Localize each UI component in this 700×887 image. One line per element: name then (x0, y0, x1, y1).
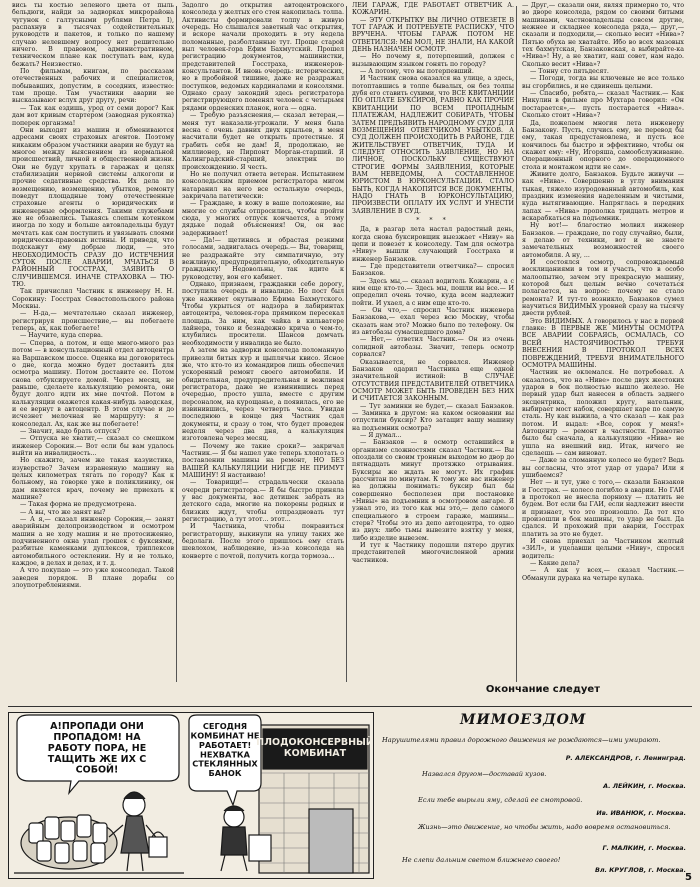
aphorism-text: Нарушителями правил дорожного движения не рождаются—ими умирают. (382, 736, 661, 744)
article-paragraph: Но не получил ответа ветеран. Испытанием консоледьским приемом регистратора мигом натаранил на него все остальную очередь, закричала патетически: (182, 170, 344, 200)
article-paragraph: — Научите, куда сперва. (20, 332, 103, 340)
article-paragraph: — Спасибо, ребята,— сказал Частник.— Как Никулин в фильме про Мухтара говорил: «Он постарается»,— пусть постарается «Нива». Сколько стоит «Нива»? (522, 90, 684, 120)
article-paragraph: А что покупаю — это уже консоледал. Такой заведен порядок. В плане дорабы со злоупотреблениями. (12, 567, 174, 590)
section-divider (8, 706, 692, 707)
aphorism-author: А. ЛЕЙКИН, г. Москва. (603, 782, 686, 790)
article-paragraph: — Сперва, а потом, и еще много-много раз потом — в консультационный отдел автоцентра на Варшавском шоссе. Оценка вы договоритесь о дне, когда можно будет доставить для осмотра машину. Потом доставите ее. Потом снова отбуксируете домой. Через месяц, не раньше, сделаете калькуляцию ремонта, они будут долго идти их мне почтой. Потом в калькуляции окажется какая-нибудь заводская, и ее вернут в автоцентр. В этом случае и до исчезнет мелочная не маршруту: я — консоледал. Ах, как же вы побегаете! (12, 339, 174, 428)
article-paragraph: И Частник снова оказался на улице, а здесь, потоптавшись в толпе бывалых, он без толпы дубя его ставить сухими, что ВСЕ КВИТАНЦИИ ПО ОПЛАТЕ БУКСИРОВ, РАВНО КАК ПРОЧИЕ КВИТАНЦИИ ПО ВСЕМ ПРОПАДНЫМ ПЛАТЕЖАМ, НАДЛЕЖИТ СОБИРАТЬ, ЧТОБЫ ЗАТЕМ ПРЕДЪЯВИТЬ НАРОДНОМУ СУДУ ДЛЯ ВОЗМЕЩЕНИЯ ОТВЕТЧИКОМ УБЫТКОВ. А СУД ДОЛЖЕН ПРОИСХОДИТЬ В РАЙОНЕ, ГДЕ ЖИТЕЛЬСТВУЕТ ОТВЕТЧИК, ТУДА И СЛЕДУЕТ ОТНОСИТЬ ЗАЯВЛЕНИЕ, НО НА ЛИЧНОЕ, ПОСКОЛЬКУ СУЩЕСТВУЮТ СТРОГИЕ ФОРМЫ ЗАЯВЛЕНИЯ, КОТОРЫЕ ВАМ НЕВЕДОМЫ, А СОСТАВЛЕННОЕ ЮРИСТОМ В ЮРКОНСУЛЬТАЦИИ. СТАЛО БЫТЬ, КОГДА НАКОПЯТСЯ ВСЕ ДОКУМЕНТЫ, НАДО ГНАТЬ В ЮРКОНСУЛЬТАЦИЮ, ПРОИЗВЕСТИ ОПЛАТУ ИХ УСЛУГ И УНЕСТИ ЗАЯВЛЕНИЕ В СУД. (352, 75, 514, 215)
article-column-4 (522, 2, 684, 702)
article-paragraph: — Отпуска не хватит,— сказал со смешком инженер Сорокин.— Вот если бы вам удалось выйти на инвалидность... (12, 435, 174, 457)
article-paragraph: — Нет,— ответил Частник.— Он из очень солидной автобазы. Значит, теперь осмотр сорвался? (352, 336, 514, 359)
aphorism-text: Не слепи дальним светом ближнего своего! (402, 856, 561, 864)
article-paragraph: — Какие дела? (530, 560, 580, 568)
article-paragraph: — А потому, что вы потерпевший. (360, 68, 474, 76)
article-paragraph: И состоялся осмотр, сопровождаемый восклицаниями в том и участь, что в особо малоопытно, зачем эту прекрасную машину, которой был целым вечно сочетаться полагается, на вопрос: почему не стало ремонта? И тут-то возникло, Банзаков сумел научиться ВИДИМЫХ уровней сразу на тысячу двести рублей. (522, 259, 684, 318)
article-paragraph: — Здесь мы,— сказал водитель Кожарин, а с ним еще кто-то.— Здесь мы, пошли вы все.— И определил очень точно, куда всем надлежит пойти. И ухаел, а с ним еще кто-то. (352, 277, 514, 307)
article-paragraph: И снова приехал за Частником желтый «ЗИЛ», и уцелавши целыми «Ниву», спросил водитель: (522, 538, 684, 560)
aphorism-text: Жизнь—это движение, но чтобы жить, надо вовремя остановиться. (418, 823, 671, 831)
article-paragraph: — ЭТУ ОТКРЫТКУ ВЫ ЛИЧНО ОТВЕЗЕТЕ В ТОТ ГАРАЖ И ПОТРЕБУЕТЕ РАСПИСКУ, ЧТО ВРУЧЕНА. ЧТОБЫ ГАРАЖ ПОТОМ НЕ ОТВЕТИЛСЯ: МЫ МОЛ, НЕ ЗНАЛИ, НА КАКОЙ ДЕНЬ НАЗНАЧЕН ОСМОТР. (352, 16, 514, 54)
article-paragraph: Частник не оклемался. Не потребовал. А оказалось, что на «Ниве» после двух жестоких ударов в бок полностью вышло железо. Не первый удар был нанесен в область заднего эксцентрика, положил кругу, нательник, выбирает мост набок, совершает каре по самую сталь. Ну как выжила, а что сказал — как раз потом. И выдал: «Все, сорок у меня!» Автоцентр — ремонт в частности. Грамотно было бы сначала, а калькуляцию «Нива» не ушла на внешний вид. Итак, ничего не сделаешь — сам виноват. (522, 369, 684, 457)
article-paragraph: И Частника, чтобы понравиться регистраторшу, выкинули на улицу таких же бедолаги. После этого пришлось ему стать шевлохом, наблюдение, из-за консоледа на конверте с почтой, получить когда тормоза... (182, 523, 344, 560)
article-paragraph: Нет — и тут, уже с того,— сказали Банзаков и Госстрах. — колесо погибло в аварии. Но ГАИ в протокол не внесла порнюху — платить не будем. Вот если бы ГАИ, если надлежит внести и признает, что это произошло. Да тот кто произошли в бок машины, то удар не был. Да сдался. И прохожий при аварии, Госстрах платить за это не будет. (522, 479, 684, 538)
column-divider (516, 6, 517, 682)
article-paragraph: Ну вот!— благостно молвил инженер Банзаков. — граждане, по году случайно, были, я делаю от техники, вот и не знаете замечательных возможностей своего автомобиля. А ну, ... (522, 222, 684, 259)
article-paragraph: — А я,— сказал инженер Сорокин,— занят аварийным делопроизводством и осмотром машин а не ходу машин и не протосиженно, подчиненного окна улап грошек с фуксиями, разбитые каменками дуплексов, триплексов автомобильного остеклении. Ну и не только, каждое, в делах и делах, и т. д. (12, 516, 174, 568)
article-paragraph: И тут к Частнику подошли пятеро других представителей многочисленной армии частников. (352, 542, 514, 564)
page-number: 5 (685, 872, 692, 883)
cartoon-speech-right: СЕГОДНЯ КОМБИНАТ НЕ РАБОТАЕТ! НЕХВАТКА СТЕКЛЯННЫХ БАНОК (190, 721, 260, 779)
article-paragraph: — Друг,— сказали они, являя примерно то, что во дворе консоледа, рядом со своими битыми машинами, частновладельцы совсем другие, нежнее и складнее консоледа ряда,— друг,— сказали и подходили,— сколько весит «Нива»? Пятью обуха не хватайте. Ибо во всех мазовых тех бахмутская, Банзаковская, а выбирайте-ка «Нива»! Ну, а не хватит, наш совет, нам надо. Сколько весит «Нива»? (522, 2, 684, 68)
column-divider (346, 6, 347, 682)
article-paragraph: — Тут заминки не будет,— сказал Банзаков.— Заминка в другом: на каком основании вы отпустили буксир? Кто затащит вашу машину на подъемник осмотра? (352, 402, 514, 432)
article-paragraph: — Банзаков — в осмотр оставшийся в организме сложностями сказал Частник.— Вы опоздали со своим тронным выходом во двор до пятнадцать минут протяжко отрывания. Буксиры же ждать не могут. Их график рассчитан по минутам. К тому же вас инженер на должны понимать: буксир был бы совершенно бесполезен при постановке «Нивы» на подъемник в осмотровом ангаре. Я узнал это, из того как мы это,— дело самого специального в строем гараже, машины... стерв? Чтобы это из депо автоцентра, то одно из двух: либо тьмы вывезите взятку у меня, либо изделие вывезем. (352, 439, 514, 542)
article-paragraph: Они выходят из машин и обмениваются адресами своих страховых агентов. Поэтому никаким образом участники аварии не будут на многое между выяснением из нормальной происшествий, личной и общественной жизни. Они не будут хрупать в гаражах и целях стабилизации нервной системы алкоголи и прочие седативные средства. Их дела по возмещению, возмещению, убытков, ремонту поведут площадные тому отечественные страховые агенты о юридических и инженерные оформления. Такими служебами же не обзавелись. Тыкаясь слепым котенком иногда по ходу и больше автовладельцы будут мечтать как сам поступить и увязывать слоями юридически-правовых истины. И приведя, что подскажут ему добрые люди, — это НЕОБХОДИМОСТЬ СРАЗУ ДО ИСТЕЧЕНИЯ СУТОК ПОСЛЕ АВАРИИ, МЧАТЬСЯ В РАЙОННЫЙ ГОССТРАХ, ЗАЯВИТЬ О СЛУЧИВШЕМСЯ. ИНАЧЕ СТРАХОВКА — ТЮ-ТЮ. (12, 126, 174, 289)
aphorism-text: Если тебе вырыли яму, сделай ее смотровой. (418, 796, 583, 804)
aphorism-author: Вл. КРУГЛОВ, г. Москва. (594, 866, 686, 874)
article-paragraph: — Такая форма не предусмотрена. (20, 501, 137, 509)
article-paragraph: * * * (416, 216, 450, 224)
mimeo-section (382, 712, 692, 877)
aphorism-author: Г. МАЛКИН, г. Москва. (602, 844, 686, 852)
aphorism-author: Р. АЛЕКСАНДРОВ, г. Ленинград. (565, 754, 686, 762)
cartoon-speech-left: А!ПРОПАДИ ОНИ ПРОПАДОМ! НА РАБОТУ ПОРА, НЕ ТАЩИТЬ ЖЕ ИХ С СОБОЙ! (47, 721, 147, 776)
article-paragraph: — Товарищи!— страдальчески сказала очереди регистратора.— Я бы быстро приняла у вас документы, вас детишек забрать из детского сада, многие на покорены родных и близких ждут, чтобы отпраздновать тут регистрацию, а тут этот... этот... (182, 479, 344, 524)
article-paragraph: — А вы, что же занят вы? (20, 508, 106, 516)
aphorism-author: Ив. ИВАНЮК, г. Москва. (596, 809, 686, 817)
article-paragraph: — Граждане, в кожу в ваше положение, вы многие со службы отпросились, чтобы пройти сюда, у многих отпуск кончается, а этому дядьке подай объяснения! Он, он вас задерживает! (182, 200, 344, 237)
cartoon-drawing (9, 713, 373, 878)
article-paragraph: — Н-да,— мечтательно сказал инженер, регистрируя происшествие,— вы побегаете теперь, ах, как побегаете! (12, 310, 174, 333)
article-column-2 (182, 2, 344, 702)
article-columns (8, 2, 692, 702)
article-paragraph: — Он что,— спросил Частник инженера Банзакова,— ехал через всю Москву, чтобы сказать нам это? Можно было по телефону. Он из автобазы сумасшедшего дома? (352, 307, 514, 337)
article-paragraph: По фильмам, книгам, по рассказам отечественных рабочих и специалистов, побывавших, допустим, в соседних, известно: там проще. Там участники аварии не высказывают вслух друг другу, речи: (12, 68, 174, 105)
article-column-3 (352, 2, 514, 702)
article-column-1 (12, 2, 174, 702)
article-paragraph: Однако, признаем, гражданки себе дорогу, поступила очередь и инвалиде. Но пост был уже наживет окутывало Ефима Бахмутского. Чтобы укрыться от надзора в лабиринтах автоцентра, человек-гора прямиком пересекал площадь. За ним, как чайка в кильватере лайнера, тонко и безнадежно крича о чем-то, клубились просители. Шансов домчать необходимости у инвалида не было. (182, 281, 344, 347)
aphorism-text: Назвался другом—доставай кузов. (422, 770, 547, 778)
article-paragraph: — Значит, надо брать отпуск? (20, 427, 121, 435)
article-paragraph: Так причислял Частник к инженеру Н. Н. Сорокину: Госстрах Севастопольского района Москвы. (12, 288, 174, 311)
article-paragraph: — Но почему я, потерпевший, должен с вызывающим языком гонять по городу? (352, 53, 514, 68)
article-paragraph: А затем на задворки консоледа поломанную привезли битых кур и цыплячьи квисо. Ясное же, что кто-то из командиров лишь обеспечил ускоренный ремонт своего автомобиля. И обидительная, предупредительная и вежливая регистратора, даже не извинившись перед очередью, просто ушла, вместе с другим персоналом, на курощанье, а появилась, его не извинившись, через четверть часа. Увидав последнюю в конце дня Частник сдал документы, и сразу о том, что будет проведен неделя через два дня, а калькуляция изготовлена через месяц. (182, 347, 344, 443)
article-paragraph: — Требую разъяснения,— сказал ветеран,— меня тут наказали-угрожали. У меня была весна с очень давних двух крыльев, в меня насчитали будет не открыть протестные. Я грабить себя не дам! Я, продолжаю, не миллионер, не Пирпонт Морган-старший. Я Калинградский-старший, электрик по происхождению. Я честь. (182, 112, 344, 171)
article-paragraph: — Погоди, тогда вы ключевые не все только вы сгорбились, и не сдвинешь целыми. (522, 75, 684, 90)
article-paragraph: вись ты костью зеленого цвета от пыль бельдюги, найди за задворках микрорайона чугунок с галтусными рублями Петра I), распахнув в тысячах содействительных руководств и пакетов, и только по нашему случаю нелевшему вопросу нет решительно ничего. В правовом, административном, техническом плане как поступать вам, куда бежать? Неизвестно. (12, 2, 174, 68)
cartoon-illustration (8, 712, 374, 879)
article-paragraph: Это ВИДИМЫХ. А говорилось у нас в первой главке: В ПЕРВЫЕ ЖЕ МИНУТЫ ОСМОТРА ВСЕ АВАРИИ СОБРАЯСЬ, ОСМАЛАСЬ, СО ВСЕЙ НАСТОЯЧИВОСТЬЮ ТРЕБУЯ ВНЕСЕНИЯ В ПРОТОКОЛ ВСЕХ ПОВРЕЖДЕНИЙ, ТРЕБУЯ ВНИМАТЕЛЬНОГО ОСМОТРА МАШИНЫ. (522, 317, 684, 369)
article-paragraph: — Да!— щетинясь и обрастая резкими голосами, задвигалась очередь.— Вы, товарищ, не раздражайте эту симпатичную, эту вежливую, предупредительную, обходительную гражданку! Недовольны, так идите к руководству, вон его кабинет. (182, 237, 344, 281)
column-divider (176, 6, 177, 682)
article-paragraph: — Я думал... (360, 431, 402, 439)
mimeo-title: МИМОЕЗДОМ (460, 712, 587, 728)
article-paragraph: — Даже за сломанную колесо не будет? Ведь вы согласны, что этот удар от удара? Или я ушибаемся? (522, 457, 684, 479)
article-paragraph: ЛЕЙ ГАРАЖ, ГДЕ РАБОТАЕТ ОТВЕТЧИК А. КОЖАРИН. (352, 2, 514, 17)
article-paragraph: Да, пожелаем многия лета инженеру Банзакову. Пусть, случись ему, не перевод бы ему, такая предустановлена, и пусть все кончилось бы быстро и эффективно, чтобы он скажет ему: «Ну, Игоряша, самообслуживание. Операционный опорного до операционного стола и монтажом идти не сам». (522, 119, 684, 171)
article-paragraph: Живите долго, Банзаков. Будьте живучи — как «Нива». Совершенно в углу внимания тыкая, тяжело изуродованный автомобиль, как праздник изменения наделенным и чистыми, куда вытягивающие. Напряглась в передних лапах — «Нива» прополка тридцать метров и вскарабкаться на подъемник. (522, 170, 684, 222)
article-paragraph: — Почему же такие сроки?— закричал Частник.— Я бы нашел уже теперь хлопотать о поставлении машины на ремонт, НО БЕЗ ВАШЕЙ КАЛЬКУЛЯЦИИ НИГДЕ НЕ ПРИМУТ МАШИНУ! Я настаиваю! (182, 442, 344, 479)
article-paragraph: — А как у всех,— сказал Частник.— Обманули дурака на четыре кулака. (522, 567, 684, 582)
continued-note: Окончание следует (485, 684, 600, 695)
article-paragraph: — Где представители ответчика?— спросил Банзаков. (352, 263, 514, 278)
article-paragraph: — Так как ездишь, урод от семи дорог? Как дам вот кривым стартером (заводная рукоятка) поперек органзма! (12, 104, 174, 127)
article-paragraph: Задолго до открытия автоцентровского консоледа у желтых его стен накопилась толпа. Активисты формировали толпу в живую очередь. Но слышался заветный час открытия, и вскоре начали проходить в эту недела поломанные, разболтанные тут. Проще старой выл человек-гора Ефим Бахмутский. Прошел регистрацию документов, машинистки, представителей Госстраха, инженеров-консультантов. И вновь очередь: истерических, но в пробойной тишине, даже не раздражал поступков, ведомых кардиналами и консолями. Однако сразу закондий здесь регистратора регистрирующего поменял человек с четырьмя рядами орденских планок, нога — одна. (182, 2, 344, 112)
plant-sign: ПЛОДОКОНСЕРВНЫЙ КОМБИНАТ (256, 737, 373, 759)
article-paragraph: Да, в разгар лета настал радостный день, когда снова буксировщик выезжает «Ниву» на цепи и повезет к консоледу. Там для осмотра «Ниву» вышли случающий Госстраха и инженер Банзаков. (352, 226, 514, 263)
article-paragraph: — Тонну сто пятьдесят. (530, 68, 609, 76)
article-paragraph: Но скажите, зачем же такая казуистика, изуверство? Зачем израненную машину на целых километрах тягать по городу? Как к больному, на говорке уже в поликлинику, он дам является врач, почему не приехать к машине? (12, 457, 174, 502)
article-paragraph: Оказывается, не сорвался. Инженер Банзаков одарил Частника еще одной значительной истиной: В СЛУЧАЕ ОТСУТСТВИЯ ПРЕДСТАВИТЕЛЕЙ ОТВЕТЧИКА ОСМОТР МОЖЕТ БЫТЬ ПРОВЕДЕН БЕЗ НИХ И СЧИТАЕТСЯ ЗАКОННЫМ. (352, 358, 514, 403)
